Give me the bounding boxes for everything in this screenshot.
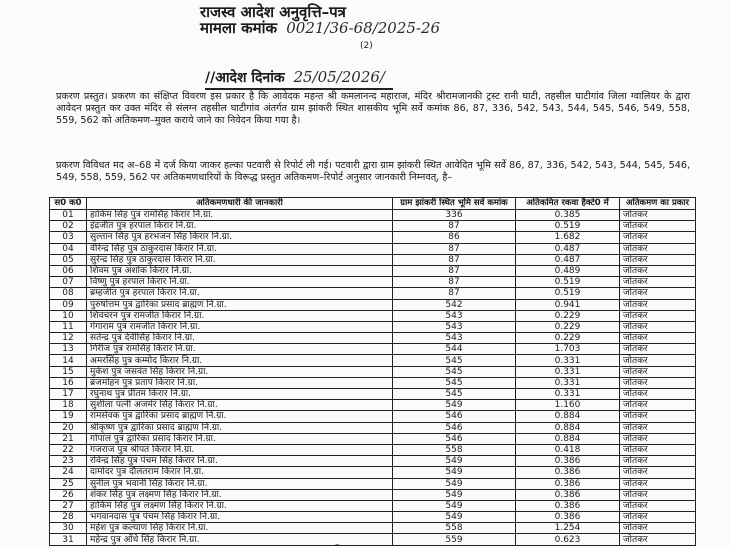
cell-area: 0.418 — [516, 444, 620, 455]
case-label: मामला कमांक — [200, 19, 277, 37]
cell-area: 0.519 — [516, 288, 620, 299]
cell-type: जोतकर — [620, 433, 696, 444]
cell-holder: भगवानदास पुत्र पंचम सिंह किरार नि.ग्रा. — [87, 512, 393, 523]
paragraph-report: प्रकरण विविधत मद अ–68 में दर्ज किया जाकर हल्का पटवारी से रिपोर्ट ली गई। पटवारी द्वारा ग्राम झांकरी स्थित आवेदित भूमि सर्वे 86, 87, 336, 542, 543, 544, 545, 546, 549, 558, 559, 562 पर अतिकमणधारियों के विरूद्ध प्रस्तुत अतिकमण–रिपोर्ट अनुसार जानकारी निम्नवत्, है– — [56, 160, 690, 183]
table-row — [50, 411, 696, 422]
cell-area: 0.385 — [516, 210, 620, 221]
cell-holder: अमरसिंह पुत्र कम्मोद किरार नि.ग्रा. — [87, 355, 393, 366]
cell-area: 1.254 — [516, 523, 620, 534]
cell-holder: ब्रम्हजीत पुत्र हरपाल किरार नि.ग्रा. — [87, 288, 393, 299]
page-bottom-mark: – — [335, 540, 340, 548]
cell-serial: 02 — [50, 221, 87, 232]
cell-serial: 11 — [50, 321, 87, 332]
cell-serial: 07 — [50, 277, 87, 288]
cell-area: 0.386 — [516, 500, 620, 511]
cell-survey: 546 — [393, 411, 516, 422]
cell-type: जोतकर — [620, 210, 696, 221]
cell-area: 0.487 — [516, 243, 620, 254]
cell-survey: 336 — [393, 210, 516, 221]
table-row — [50, 512, 696, 523]
cell-serial: 06 — [50, 265, 87, 276]
cell-area: 1.682 — [516, 232, 620, 243]
cell-holder: रामसेवक पुत्र द्वारिका प्रसाद ब्राह्मण नि.ग्रा. — [87, 411, 393, 422]
table-row — [50, 243, 696, 254]
cell-type: जोतकर — [620, 523, 696, 534]
cell-holder: रविन्द्र सिंह पुत्र पंचम सिंह किरार नि.ग्रा. — [87, 456, 393, 467]
cell-area: 0.331 — [516, 377, 620, 388]
cell-area: 0.331 — [516, 389, 620, 400]
cell-type: जोतकर — [620, 422, 696, 433]
cell-type: जोतकर — [620, 478, 696, 489]
cell-survey: 558 — [393, 444, 516, 455]
cell-serial: 03 — [50, 232, 87, 243]
cell-serial: 26 — [50, 489, 87, 500]
cell-holder: महेन्द्र पुत्र ओंधे सिंह किरार नि.ग्रा. — [87, 534, 393, 545]
cell-type: जोतकर — [620, 265, 696, 276]
cell-survey: 549 — [393, 400, 516, 411]
cell-holder: पुरुषोत्तम पुत्र द्वारिका प्रसाद ब्राह्मण नि.ग्रा. — [87, 299, 393, 310]
cell-type: जोतकर — [620, 456, 696, 467]
cell-holder: मुकेश पुत्र जसवंत सिंह किरार नि.ग्रा. — [87, 366, 393, 377]
cell-serial: 25 — [50, 478, 87, 489]
cell-type: जोतकर — [620, 400, 696, 411]
cell-area: 0.386 — [516, 456, 620, 467]
cell-area: 0.519 — [516, 277, 620, 288]
cell-area: 0.386 — [516, 512, 620, 523]
cell-type: जोतकर — [620, 344, 696, 355]
cell-type: जोतकर — [620, 411, 696, 422]
cell-serial: 20 — [50, 422, 87, 433]
cell-holder: महेश पुत्र कल्याण सिंह किरार नि.ग्रा. — [87, 523, 393, 534]
cell-serial: 31 — [50, 534, 87, 545]
cell-holder: दामोदर पुत्र दौलतराम किरार नि.ग्रा. — [87, 467, 393, 478]
cell-type: जोतकर — [620, 277, 696, 288]
cell-holder: रघुनाथ पुत्र प्रीतम किरार नि.ग्रा. — [87, 389, 393, 400]
cell-type: जोतकर — [620, 355, 696, 366]
cell-holder: गिरीज पुत्र रामसिंह किरार नि.ग्रा. — [87, 344, 393, 355]
cell-type: जोतकर — [620, 299, 696, 310]
document-title: राजस्व आदेश अनुवृत्ति–पत्र — [200, 3, 346, 21]
cell-survey: 545 — [393, 377, 516, 388]
cell-type: जोतकर — [620, 377, 696, 388]
cell-serial: 24 — [50, 467, 87, 478]
cell-area: 0.519 — [516, 221, 620, 232]
cell-survey: 545 — [393, 355, 516, 366]
cell-survey: 87 — [393, 277, 516, 288]
cell-serial: 27 — [50, 500, 87, 511]
table-row — [50, 210, 696, 221]
cell-serial: 05 — [50, 254, 87, 265]
cell-serial: 15 — [50, 366, 87, 377]
cell-area: 0.229 — [516, 333, 620, 344]
table-row — [50, 500, 696, 511]
cell-type: जोतकर — [620, 389, 696, 400]
cell-holder: गोपाल पुत्र द्वारिका प्रसाद किरार नि.ग्रा. — [87, 433, 393, 444]
cell-area: 0.229 — [516, 310, 620, 321]
table-row — [50, 355, 696, 366]
cell-area: 0.386 — [516, 489, 620, 500]
cell-serial: 09 — [50, 299, 87, 310]
cell-area: 1.160 — [516, 400, 620, 411]
cell-survey: 549 — [393, 489, 516, 500]
cell-type: जोतकर — [620, 489, 696, 500]
cell-area: 0.331 — [516, 366, 620, 377]
table-row — [50, 467, 696, 478]
cell-holder: गंगाराम पुत्र रामजीत किरार नि.ग्रा. — [87, 321, 393, 332]
order-heading — [205, 68, 393, 90]
cell-type: जोतकर — [620, 288, 696, 299]
cell-survey: 546 — [393, 433, 516, 444]
table-row — [50, 221, 696, 232]
header-survey-number: ग्राम झांकरी स्थित भूमि सर्वे कमांक — [393, 198, 516, 210]
table-row — [50, 333, 696, 344]
table-row — [50, 523, 696, 534]
cell-type: जोतकर — [620, 243, 696, 254]
table-row — [50, 400, 696, 411]
cell-survey: 545 — [393, 366, 516, 377]
table-row — [50, 389, 696, 400]
cell-area: 0.386 — [516, 467, 620, 478]
cell-area: 0.941 — [516, 299, 620, 310]
table-row — [50, 321, 696, 332]
cell-holder: शिवचरन पुत्र रामजीत किरार नि.ग्रा. — [87, 310, 393, 321]
cell-survey: 543 — [393, 310, 516, 321]
cell-type: जोतकर — [620, 321, 696, 332]
cell-survey: 542 — [393, 299, 516, 310]
cell-holder: शंकर सिंह पुत्र लक्ष्मण सिंह किरार नि.ग्रा. — [87, 489, 393, 500]
cell-holder: सुशीला पत्नी अजमेर सिंह किरार नि.ग्रा. — [87, 400, 393, 411]
cell-serial: 18 — [50, 400, 87, 411]
cell-holder: गजराज पुत्र श्रीपत किरार नि.ग्रा. — [87, 444, 393, 455]
cell-holder: सुनील पुत्र भवानी सिंह किरार नि.ग्रा. — [87, 478, 393, 489]
cell-survey: 546 — [393, 422, 516, 433]
cell-type: जोतकर — [620, 310, 696, 321]
cell-survey: 87 — [393, 254, 516, 265]
cell-area: 0.229 — [516, 321, 620, 332]
cell-survey: 549 — [393, 456, 516, 467]
cell-holder: सतेन्द्र पुत्र देवीसिंह किरार नि.ग्रा. — [87, 333, 393, 344]
paragraph-intro: प्रकरण प्रस्तुत। प्रकरण का संक्षिप्त विवरण इस प्रकार है कि आवेदक महन्त श्री कमलानन्द महाराज, मंदिर श्रीरामजानकी ट्रस्ट रानी घाटी, तहसील घाटीगांव जिला ग्वालियर के द्वारा आवेदन प्रस्तुत कर उक्त मंदिर से संलग्न तहसील घाटीगांव अंतर्गत ग्राम झांकरी स्थित शासकीय भूमि सर्वे कमांक 86, 87, 336, 542, 543, 544, 545, 546, 549, 558, 559, 562 को अतिकमण–मुक्त कराये जाने का निवेदन किया गया है। — [56, 91, 690, 126]
table-header-row — [50, 198, 696, 210]
table-row — [50, 478, 696, 489]
cell-holder: हाकिम सिंह पुत्र लक्ष्मण सिंह किरार नि.ग्रा. — [87, 500, 393, 511]
header-type: अतिकमण का प्रकार — [620, 198, 696, 210]
cell-serial: 16 — [50, 377, 87, 388]
table-row — [50, 254, 696, 265]
cell-type: जोतकर — [620, 366, 696, 377]
table-row — [50, 299, 696, 310]
cell-serial: 23 — [50, 456, 87, 467]
cell-serial: 08 — [50, 288, 87, 299]
table-row — [50, 444, 696, 455]
header-holder-info: अतिकमणधारी की जानकारी — [87, 198, 393, 210]
cell-survey: 543 — [393, 321, 516, 332]
cell-type: जोतकर — [620, 500, 696, 511]
cell-holder: इंद्रजीत पुत्र हरपाल किरार नि.ग्रा. — [87, 221, 393, 232]
cell-area: 1.703 — [516, 344, 620, 355]
cell-area: 0.386 — [516, 478, 620, 489]
header-area: अतिकमित रकवा हैक्टे0 में — [516, 198, 620, 210]
cell-survey: 544 — [393, 344, 516, 355]
cell-serial: 10 — [50, 310, 87, 321]
cell-survey: 86 — [393, 232, 516, 243]
cell-survey: 558 — [393, 523, 516, 534]
cell-survey: 549 — [393, 512, 516, 523]
cell-serial: 12 — [50, 333, 87, 344]
cell-area: 0.884 — [516, 422, 620, 433]
cell-serial: 17 — [50, 389, 87, 400]
table-row — [50, 310, 696, 321]
case-line — [200, 19, 440, 37]
cell-holder: सुरेन्द्र सिंह पुत्र ठाकुरदास किरार नि.ग्रा. — [87, 254, 393, 265]
table-row — [50, 456, 696, 467]
cell-survey: 549 — [393, 500, 516, 511]
cell-survey: 549 — [393, 478, 516, 489]
cell-holder: श्रीकृष्ण पुत्र द्वारिका प्रसाद ब्राह्मण नि.ग्रा. — [87, 422, 393, 433]
cell-holder: हाकिम सिंह पुत्र रामसिंह किरार नि.ग्रा. — [87, 210, 393, 221]
cell-serial: 21 — [50, 433, 87, 444]
cell-survey: 87 — [393, 243, 516, 254]
cell-area: 0.487 — [516, 254, 620, 265]
cell-type: जोतकर — [620, 333, 696, 344]
order-label: //आदेश दिनांक — [205, 70, 285, 86]
header-serial: स0 क0 — [50, 198, 87, 210]
cell-survey: 559 — [393, 534, 516, 545]
cell-type: जोतकर — [620, 221, 696, 232]
case-number: 0021/36-68/2025-26 — [286, 19, 441, 37]
cell-type: जोतकर — [620, 254, 696, 265]
cell-type: जोतकर — [620, 512, 696, 523]
cell-area: 0.884 — [516, 433, 620, 444]
table-body — [50, 210, 696, 546]
cell-serial: 22 — [50, 444, 87, 455]
cell-holder: सुल्तान सिंह पुत्र हरभजन सिंह किरार नि.ग्रा. — [87, 232, 393, 243]
cell-serial: 13 — [50, 344, 87, 355]
cell-area: 0.331 — [516, 355, 620, 366]
cell-holder: वीरेन्द्र सिंह पुत्र ठाकुरदास किरार नि.ग्रा. — [87, 243, 393, 254]
cell-type: जोतकर — [620, 232, 696, 243]
cell-survey: 549 — [393, 467, 516, 478]
cell-serial: 14 — [50, 355, 87, 366]
cell-type: जोतकर — [620, 534, 696, 545]
cell-holder: शिवम पुत्र अशोक किरार नि.ग्रा. — [87, 265, 393, 276]
cell-type: जोतकर — [620, 444, 696, 455]
table-row — [50, 277, 696, 288]
cell-survey: 87 — [393, 221, 516, 232]
cell-holder: विष्णु पुत्र हरपाल किरार नि.ग्रा. — [87, 277, 393, 288]
table-row — [50, 288, 696, 299]
cell-survey: 87 — [393, 265, 516, 276]
cell-serial: 30 — [50, 523, 87, 534]
cell-holder: ब्रजमोहन पुत्र प्रताप किरार नि.ग्रा. — [87, 377, 393, 388]
cell-type: जोतकर — [620, 467, 696, 478]
table-row — [50, 377, 696, 388]
table-row — [50, 366, 696, 377]
cell-survey: 545 — [393, 389, 516, 400]
cell-area: 0.884 — [516, 411, 620, 422]
cell-serial: 28 — [50, 512, 87, 523]
cell-serial: 04 — [50, 243, 87, 254]
order-date: 25/05/2026/ — [293, 68, 385, 86]
cell-survey: 87 — [393, 288, 516, 299]
table-row — [50, 265, 696, 276]
cell-area: 0.489 — [516, 265, 620, 276]
cell-survey: 543 — [393, 333, 516, 344]
table-row — [50, 232, 696, 243]
encroachment-table — [49, 197, 696, 546]
table-row — [50, 433, 696, 444]
cell-area: 0.623 — [516, 534, 620, 545]
cell-serial: 01 — [50, 210, 87, 221]
table-row — [50, 489, 696, 500]
table-row — [50, 422, 696, 433]
cell-serial: 19 — [50, 411, 87, 422]
table-row — [50, 344, 696, 355]
page-number: (2) — [360, 41, 373, 51]
table-row — [50, 534, 696, 545]
